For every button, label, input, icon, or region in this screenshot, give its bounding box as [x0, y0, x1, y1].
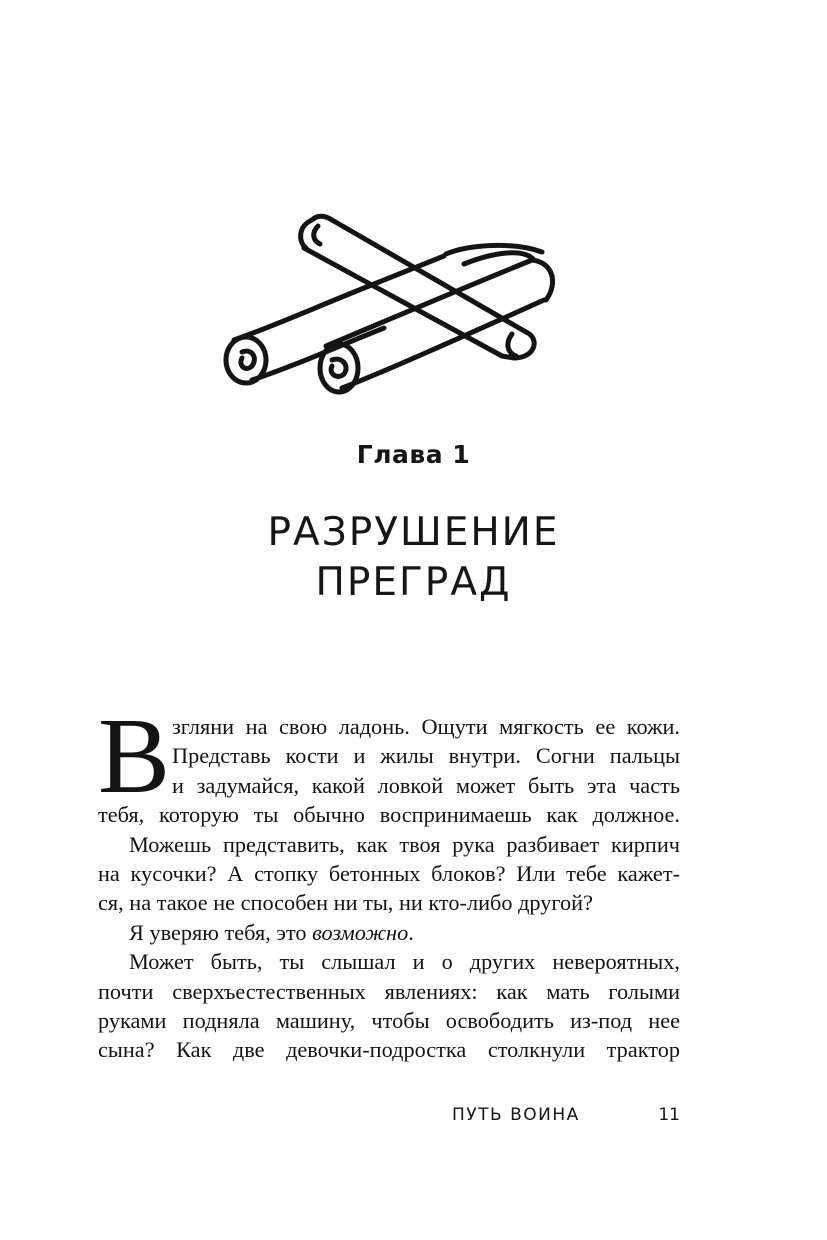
running-title: ПУТЬ ВОИНА — [452, 1105, 580, 1125]
text-line: на кусочки? А стопку бетонных блоков? Или тебе кажет- — [98, 860, 680, 886]
text-line: сына? Как две девочки-подростка столкнули трактор — [98, 1037, 680, 1063]
chapter-number: Глава 1 — [356, 440, 471, 469]
text-line: ся, на такое не способен ни ты, ни кто-либо другой? — [98, 890, 593, 916]
text-fragment: . — [408, 919, 414, 945]
text-fragment: Я уверяю тебя, это — [129, 919, 313, 945]
text-line: тебя, которую ты обычно воспринимаешь как должное. — [98, 802, 680, 828]
text-line: почти сверхъестественных явлениях: как мать голыми — [98, 978, 680, 1004]
chapter-title-line: ПРЕГРАД — [315, 560, 512, 605]
emphasis-text: возможно — [312, 919, 409, 945]
text-line: Может быть, ты слышал и о других невероятных, — [129, 949, 680, 975]
text-line: Можешь представить, как твоя рука разбивает кирпич — [129, 831, 680, 857]
drop-cap: В — [98, 697, 171, 816]
body-text — [98, 712, 680, 1065]
text-line: згляни на свою ладонь. Ощути мягкость ее кожи. — [172, 714, 680, 739]
chapter-title — [0, 508, 827, 608]
cinnamon-sticks-icon — [214, 208, 564, 398]
text-line: и задумайся, какой ловкой может быть эта часть — [172, 772, 680, 798]
page-number: 11 — [658, 1105, 680, 1125]
text-line: руками подняла машину, чтобы освободить из-под нее — [98, 1007, 680, 1033]
text-line — [98, 918, 680, 947]
text-line: Представь кости и жилы внутри. Согни пальцы — [172, 743, 680, 769]
chapter-title-line: РАЗРУШЕНИЕ — [267, 510, 560, 555]
